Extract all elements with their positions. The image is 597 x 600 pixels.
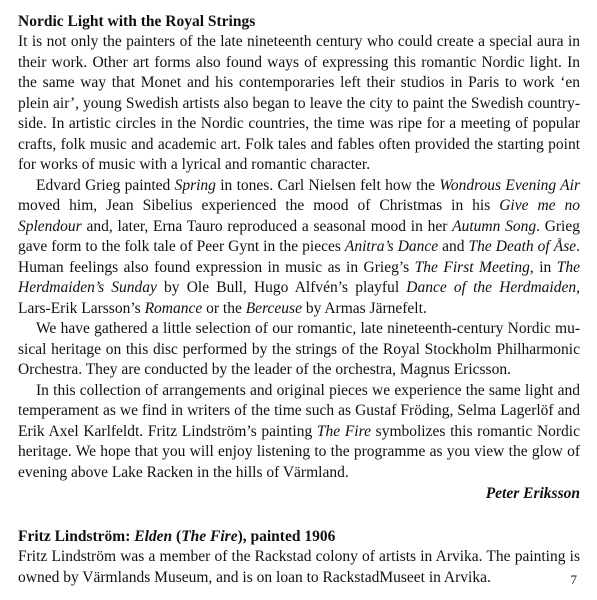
work-title: Wondrous Evening Air <box>439 176 580 194</box>
paragraph-2 <box>18 176 580 320</box>
work-title: Dance of the Herdmaiden <box>406 279 577 296</box>
document-page <box>18 12 580 588</box>
work-title: Spring <box>174 176 216 194</box>
text-run: Fritz Lindström: <box>18 528 135 545</box>
text-run: moved him, Jean Sibelius experienced the mood of Christmas in his <box>18 197 500 214</box>
text-run: ( <box>172 528 182 545</box>
painting-caption <box>18 527 580 588</box>
text-run: Edvard Grieg painted <box>36 176 175 194</box>
text-run: by Ole Bull, Hugo Alfvén’s playful <box>156 279 407 296</box>
text-run: and, later, Erna Tauro reproduced a seasonal mood in her <box>81 217 453 235</box>
work-title: The Herdmaiden’s Sunday <box>18 258 580 296</box>
work-title: The Fire <box>316 422 371 440</box>
text-run: In this collection of arrangements and original pieces we experience the same light and temperament as we find in writers of the time such as Gustaf Fröding, Selma Lagerlöf and Erik Axel Karlfeldt. Fritz Lindström’s painting <box>18 381 580 440</box>
paragraph-3: We have gathered a little selection of our romantic, late nineteenth-century Nordic musical heritage on this disc performed by the strings of the Royal Stockholm Philharmonic Orchestra. They are conducted by the leader of the orchestra, Magnus Ericsson. <box>18 320 580 378</box>
text-run: . Human feelings also found expression in music as in Grieg’s <box>18 238 580 276</box>
work-title: Autumn Song <box>452 217 537 235</box>
page-number: 7 <box>570 572 577 587</box>
paragraph-1: It is not only the painters of the late nineteenth century who could create a special aura in their work. Other art forms also found ways of expressing this romantic Nordic light. In the same way that Monet and his contemporaries left their studios in Paris to work ‘en plein air’, young Swedish artists also began to leave the city to paint the Swedish countryside. In artistic circles in the Nordic countries, the time was ripe for a meeting of popular crafts, folk music and academic art. Folk tales and fables often provided the starting point for works of music with a lyrical and romantic character. <box>18 33 580 173</box>
text-run: and <box>438 238 469 255</box>
text-run: . Grieg gave form to the folk tale of Peer Gynt in the pieces <box>18 217 580 255</box>
article-heading: Nordic Light with the Royal Strings <box>18 13 256 30</box>
work-title: The Death of Åse <box>468 238 577 255</box>
work-title: Romance <box>144 299 203 317</box>
text-run: ), painted 1906 <box>237 528 336 545</box>
text-run: by Armas Järnefelt. <box>301 299 427 317</box>
author-signature: Peter Eriksson <box>485 485 580 502</box>
text-run: , in <box>529 258 557 276</box>
caption-heading <box>18 527 580 547</box>
text-run: , Lars-Erik Larsson’s <box>18 279 580 317</box>
paragraph-4 <box>18 381 580 484</box>
work-title: The First Meeting <box>414 258 530 276</box>
work-title: Anitra’s Dance <box>344 238 439 255</box>
text-run: or the <box>202 299 246 317</box>
text-run: symbolizes this romantic Nordic heritage. We hope that you will enjoy listening to the programme as you view the glow of evening above Lake Racken in the hills of Värmland. <box>18 422 580 481</box>
painting-title-english: The Fire <box>181 528 238 545</box>
work-title: Give me no Splendour <box>18 197 580 235</box>
painting-title: Elden <box>134 528 173 545</box>
caption-text: Fritz Lindström was a member of the Rackstad colony of artists in Arvika. The painting is owned by Värmlands Museum, and is on loan to RackstadMuseet in Arvika. <box>18 548 580 586</box>
text-run: in tones. Carl Nielsen felt how the <box>215 176 440 194</box>
work-title: Berceuse <box>245 299 302 317</box>
